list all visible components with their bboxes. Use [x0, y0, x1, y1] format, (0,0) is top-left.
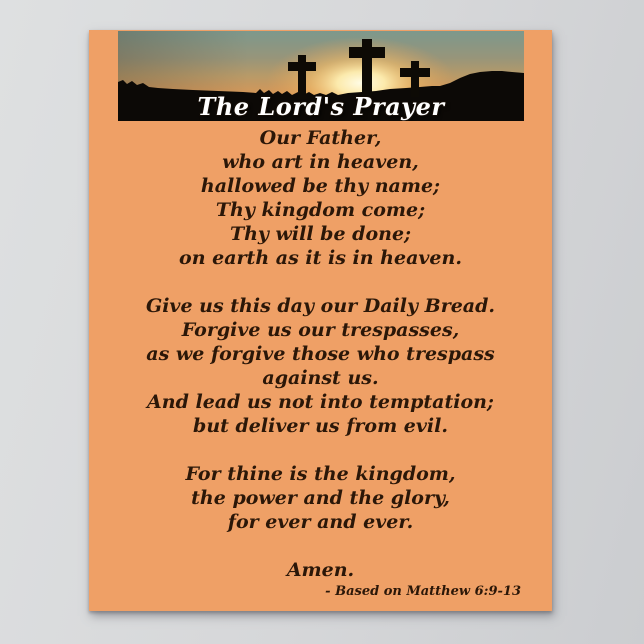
- prayer-line: Give us this day our Daily Bread.: [145, 295, 496, 317]
- prayer-text: [89, 126, 552, 600]
- prayer-line: against us.: [262, 367, 379, 389]
- prayer-line: on earth as it is in heaven.: [179, 247, 462, 269]
- poster-title: The Lord's Prayer: [197, 92, 445, 121]
- prayer-line: the power and the glory,: [191, 487, 450, 509]
- poster: [89, 30, 552, 611]
- sunset-crosses-photo: [118, 31, 524, 121]
- prayer-line: Thy kingdom come;: [215, 199, 426, 221]
- prayer-line: who art in heaven,: [222, 151, 419, 173]
- amen-text: Amen.: [286, 559, 355, 581]
- prayer-line: but deliver us from evil.: [193, 415, 448, 437]
- prayer-line: as we forgive those who trespass: [146, 343, 495, 365]
- prayer-line: hallowed be thy name;: [200, 175, 441, 197]
- prayer-line: Forgive us our trespasses,: [181, 319, 460, 341]
- prayer-line: For thine is the kingdom,: [185, 463, 456, 485]
- prayer-stanza-2: [89, 294, 552, 438]
- prayer-line: And lead us not into temptation;: [147, 391, 494, 413]
- prayer-stanza-3: [89, 462, 552, 534]
- attribution-text: - Based on Matthew 6:9-13: [325, 584, 521, 599]
- prayer-line: for ever and ever.: [227, 511, 414, 533]
- prayer-line: Thy will be done;: [229, 223, 412, 245]
- prayer-stanza-1: [89, 126, 552, 270]
- prayer-line: Our Father,: [259, 127, 382, 149]
